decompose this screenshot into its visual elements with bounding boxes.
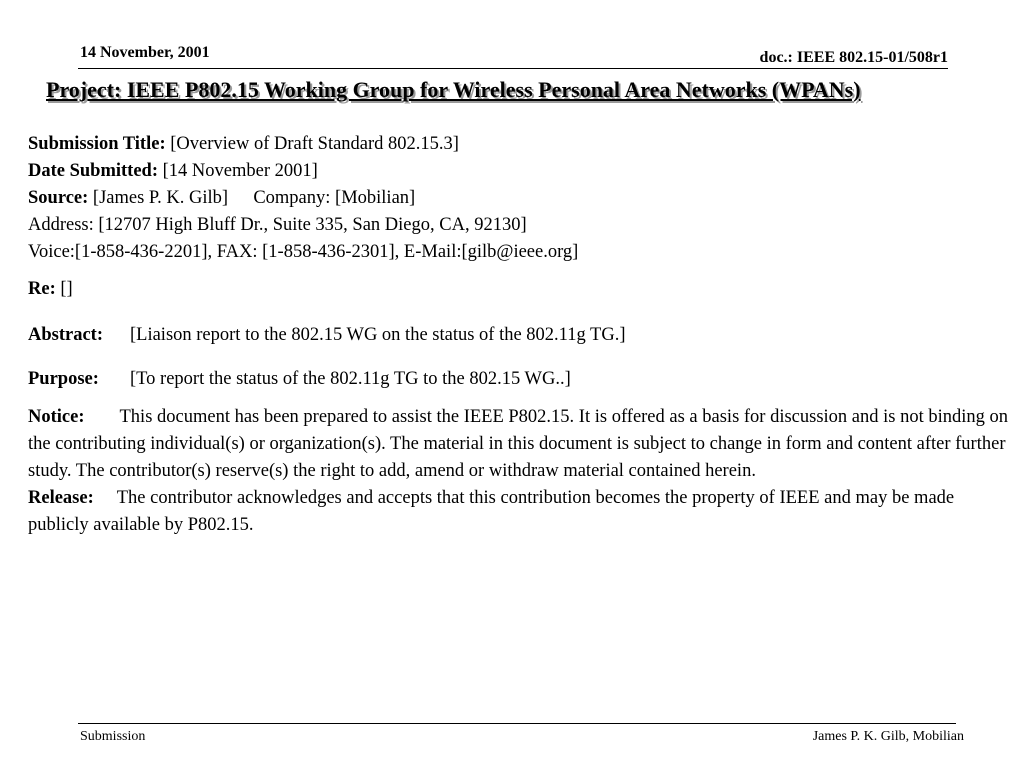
release-paragraph [28, 485, 1018, 539]
source-label: Source: [28, 188, 89, 208]
header-date: 14 November, 2001 [80, 44, 210, 61]
purpose-value: [To report the status of the 802.11g TG to the 802.15 WG..] [130, 369, 571, 389]
notice-text: This document has been prepared to assist the IEEE P802.15. It is offered as a basis for discussion and is not binding on the contributing individual(s) or organization(s). The material in this document is subject to change in form and content after further study. The contributor(s) reserve(s) the right to add, amend or withdraw material contained herein. [28, 407, 1009, 481]
release-text: The contributor acknowledges and accepts that this contribution becomes the property of IEEE and may be made publicly available by P802.15. [28, 488, 955, 535]
footer-divider [78, 723, 956, 724]
re-label: Re: [28, 279, 56, 299]
abstract-value: [Liaison report to the 802.15 WG on the status of the 802.11g TG.] [130, 325, 626, 345]
notice-paragraph [28, 404, 1018, 485]
header-divider [78, 68, 948, 69]
submission-title-label: Submission Title: [28, 134, 166, 154]
date-submitted-value: [14 November 2001] [162, 161, 318, 181]
contact-line: Voice:[1-858-436-2201], FAX: [1-858-436-2301], E-Mail:[gilb@ieee.org] [28, 242, 579, 262]
release-label: Release: [28, 488, 94, 508]
footer-submission: Submission [80, 729, 146, 744]
source-company: Company: [Mobilian] [253, 188, 416, 208]
date-submitted-line [28, 161, 318, 182]
page-title: Project: IEEE P802.15 Working Group for Wireless Personal Area Networks (WPANs) [46, 77, 861, 102]
notice-label: Notice: [28, 407, 85, 427]
source-line [28, 188, 415, 209]
header-doc-id: doc.: IEEE 802.15-01/508r1 [759, 49, 948, 66]
source-value: [James P. K. Gilb] [92, 188, 229, 208]
date-submitted-label: Date Submitted: [28, 161, 159, 181]
re-value: [] [60, 279, 73, 299]
abstract-label: Abstract: [28, 325, 104, 345]
purpose-label: Purpose: [28, 369, 99, 389]
submission-title-line [28, 134, 459, 155]
submission-title-value: [Overview of Draft Standard 802.15.3] [170, 134, 459, 154]
address-line: Address: [12707 High Bluff Dr., Suite 335, San Diego, CA, 92130] [28, 215, 527, 235]
notice-release-block [28, 404, 1018, 539]
re-line [28, 279, 73, 300]
footer-author: James P. K. Gilb, Mobilian [812, 729, 964, 744]
